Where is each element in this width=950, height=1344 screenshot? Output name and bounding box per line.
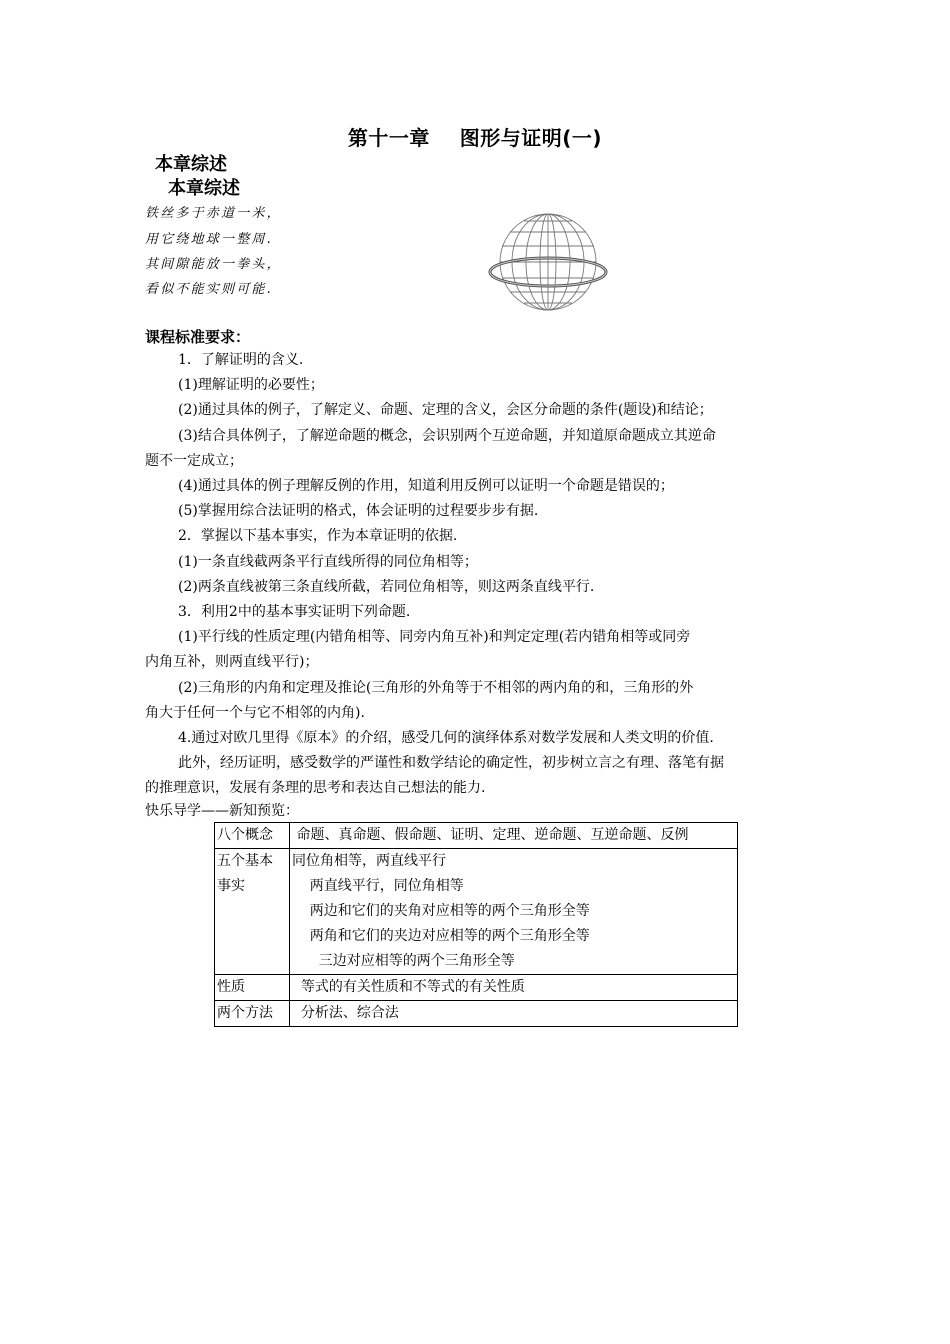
row-label: 两个方法 — [215, 1001, 290, 1027]
standard-line: 此外，经历证明，感受数学的严谨性和数学结论的确定性，初步树立言之有理、落笔有据 — [178, 755, 724, 772]
standard-line: (2)两条直线被第三条直线所截，若同位角相等，则这两条直线平行. — [178, 578, 595, 595]
standards-heading: 课程标准要求： — [145, 328, 251, 346]
poem-line: 其间隙能放一拳头， — [145, 257, 282, 272]
poem-line: 铁丝多于赤道一米， — [145, 206, 282, 221]
standard-line: 2．掌握以下基本事实，作为本章证明的依据. — [178, 528, 458, 545]
standard-line: (2)三角形的内角和定理及推论(三角形的外角等于不相邻的两内角的和，三角形的外 — [178, 679, 694, 696]
table-row — [215, 823, 738, 849]
standard-line: 的推理意识，发展有条理的思考和表达自己想法的能力. — [145, 780, 486, 797]
standard-line: (1)平行线的性质定理(内错角相等、同旁内角互补)和判定定理(若内错角相等或同旁 — [178, 629, 691, 646]
row-label: 五个基本 事实 — [215, 849, 290, 975]
standard-line: 1．了解证明的含义. — [178, 352, 304, 368]
standard-line: 角大于任何一个与它不相邻的内角). — [145, 704, 365, 721]
row-content: 命题、真命题、假命题、证明、定理、逆命题、互逆命题、反例 — [290, 823, 738, 849]
row-label: 性质 — [215, 975, 290, 1001]
poem-line: 用它绕地球一整周. — [145, 232, 273, 247]
standard-line: (3)结合具体例子，了解逆命题的概念，会识别两个互逆命题，并知道原命题成立其逆命 — [178, 427, 716, 444]
standard-line: 4.通过对欧几里得《原本》的介绍，感受几何的演绎体系对数学发展和人类文明的价值. — [178, 730, 714, 746]
standard-line: (4)通过具体的例子理解反例的作用，知道利用反例可以证明一个命题是错误的； — [178, 478, 674, 494]
row-label: 八个概念 — [215, 823, 290, 849]
table-row — [215, 975, 738, 1001]
row-content: 同位角相等，两直线平行 两直线平行，同位角相等 两边和它们的夹角对应相等的两个三角形全等 两角和它们的夹边对应相等的两个三角形全等 三边对应相等的两个三角形全等 — [290, 849, 738, 975]
row-content: 分析法、综合法 — [290, 1001, 738, 1027]
standard-line: (1)一条直线截两条平行直线所得的同位角相等； — [178, 553, 478, 570]
globe-icon — [488, 210, 610, 316]
poem-line: 看似不能实则可能. — [145, 282, 273, 297]
preview-label: 快乐导学——新知预览： — [145, 803, 299, 819]
standard-line: (5)掌握用综合法证明的格式，体会证明的过程要步步有据. — [178, 503, 539, 520]
standard-line: (2)通过具体的例子，了解定义、命题、定理的含义，会区分命题的条件(题设)和结论； — [178, 402, 713, 419]
page-title: 第十一章 图形与证明(一) — [347, 126, 603, 150]
table-row — [215, 849, 738, 975]
overview-heading-duplicate: 本章综述 — [168, 178, 240, 199]
standard-line: 内角互补，则两直线平行)； — [145, 654, 319, 671]
standard-line: 题不一定成立； — [145, 452, 243, 469]
row-content: 等式的有关性质和不等式的有关性质 — [290, 975, 738, 1001]
table-row — [215, 1001, 738, 1027]
overview-heading: 本章综述 — [155, 154, 227, 175]
standard-line: (1)理解证明的必要性； — [178, 377, 324, 394]
standard-line: 3．利用2中的基本事实证明下列命题. — [178, 604, 411, 620]
summary-table — [214, 822, 738, 1027]
